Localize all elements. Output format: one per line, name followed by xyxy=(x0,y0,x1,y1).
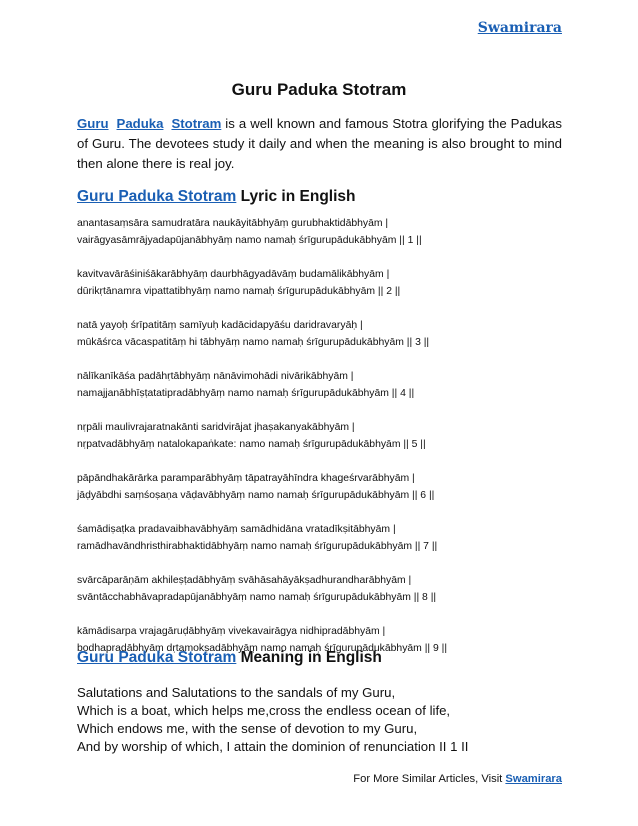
verse-6 xyxy=(77,470,562,504)
meaning-line: Which is a boat, which helps me,cross the endless ocean of life, xyxy=(77,703,451,718)
footer-link[interactable]: Swamirara xyxy=(505,773,562,785)
verse-line: vairāgyasāmrājyadapūjanābhyāṃ namo namaḥ śrīgurupādukābhyām || 1 || xyxy=(77,235,422,246)
verse-line: dūrikṛtānamra vipattatibhyāṃ namo namaḥ śrīgurupādukābhyām || 2 || xyxy=(77,286,401,297)
verse-8 xyxy=(77,572,562,606)
lyrics-heading xyxy=(77,188,562,206)
verse-5 xyxy=(77,419,562,453)
verse-line: bodhapradābhyāṃ dṛtamokṣadābhyāṃ namo namaḥ śrīgurupādukābhyām || 9 || xyxy=(77,643,448,654)
verse-line: natā yayoḥ śrīpatitāṃ samīyuḥ kadācidapyāśu daridravaryāḥ | xyxy=(77,320,363,331)
verse-line: nālīkanīkāśa padāhṛtābhyāṃ nānāvimohādi nivārikābhyām | xyxy=(77,371,354,382)
verse-line: namajjanābhīṣṭatatipradābhyāṃ namo namaḥ śrīgurupādukābhyām || 4 || xyxy=(77,388,415,399)
verse-3 xyxy=(77,317,562,351)
verse-line: śamādiṣaṭka pradavaibhavābhyāṃ samādhidāna vratadīkṣitābhyām | xyxy=(77,524,396,535)
page-title: Guru Paduka Stotram xyxy=(231,80,407,99)
intro-text: is a well known and famous Stotra glorifying the Padukas of Guru. The devotees study it daily and when the meaning is also brought to mind then alone there is real joy. xyxy=(77,116,562,171)
meaning-text xyxy=(77,684,562,756)
verse-line: kāmādisarpa vrajagāruḍābhyāṃ vivekavairāgya nidhipradābhyām | xyxy=(77,626,386,637)
verse-1 xyxy=(77,215,562,249)
meaning-heading-link[interactable]: Guru Paduka Stotram xyxy=(77,649,237,666)
meaning-heading-text: Meaning in English xyxy=(236,649,382,666)
verse-line: pāpāndhakārārka paramparābhyāṃ tāpatrayāhīndra khageśrvarābhyām | xyxy=(77,473,415,484)
meaning-line: Which endows me, with the sense of devotion to my Guru, xyxy=(77,721,418,736)
verse-7 xyxy=(77,521,562,555)
brand-link[interactable]: Swamirara xyxy=(477,20,562,36)
verse-2 xyxy=(77,266,562,300)
verse-line: nṛpāli maulivrajaratnakānti saridvirājat jhaṣakanyakābhyām | xyxy=(77,422,355,433)
verse-line: mūkāśrca vācaspatitāṃ hi tābhyāṃ namo namaḥ śrīgurupādukābhyām || 3 || xyxy=(77,337,430,348)
lyrics-list xyxy=(77,215,562,674)
verse-line: anantasaṃsāra samudratāra naukāyitābhyāṃ gurubhaktidābhyām | xyxy=(77,218,389,229)
verse-line: ramādhavāndhristhirabhaktidābhyāṃ namo namaḥ śrīgurupādukābhyām || 7 || xyxy=(77,541,438,552)
intro-link-stotram[interactable]: Stotram xyxy=(171,116,222,131)
verse-4 xyxy=(77,368,562,402)
lyrics-heading-link[interactable]: Guru Paduka Stotram xyxy=(77,188,237,205)
footer xyxy=(353,773,562,785)
intro-link-guru[interactable]: Guru xyxy=(77,116,109,131)
verse-line: svāntācchabhāvapradapūjanābhyāṃ namo namaḥ śrīgurupādukābhyām || 8 || xyxy=(77,592,437,603)
footer-text: For More Similar Articles, Visit xyxy=(353,773,506,785)
verse-line: kavitvavārāśiniśākarābhyāṃ daurbhāgyadāvāṃ budamālikābhyām | xyxy=(77,269,390,280)
meaning-line: And by worship of which, I attain the dominion of renunciation II 1 II xyxy=(77,739,469,754)
lyrics-heading-text: Lyric in English xyxy=(236,188,356,205)
intro-link-paduka[interactable]: Paduka xyxy=(116,116,164,131)
meaning-heading xyxy=(77,649,562,667)
meaning-line: Salutations and Salutations to the sandals of my Guru, xyxy=(77,685,396,700)
verse-line: nṛpatvadābhyāṃ natalokapaṅkate: namo namaḥ śrīgurupādukābhyām || 5 || xyxy=(77,439,426,450)
verse-line: svārcāparāṇām akhileṣṭadābhyāṃ svāhāsahāyākṣadhurandharābhyām | xyxy=(77,575,412,586)
intro-paragraph xyxy=(77,114,562,174)
verse-line: jāḍyābdhi saṃśoṣaṇa vāḍavābhyāṃ namo namaḥ śrīgurupādukābhyām || 6 || xyxy=(77,490,435,501)
